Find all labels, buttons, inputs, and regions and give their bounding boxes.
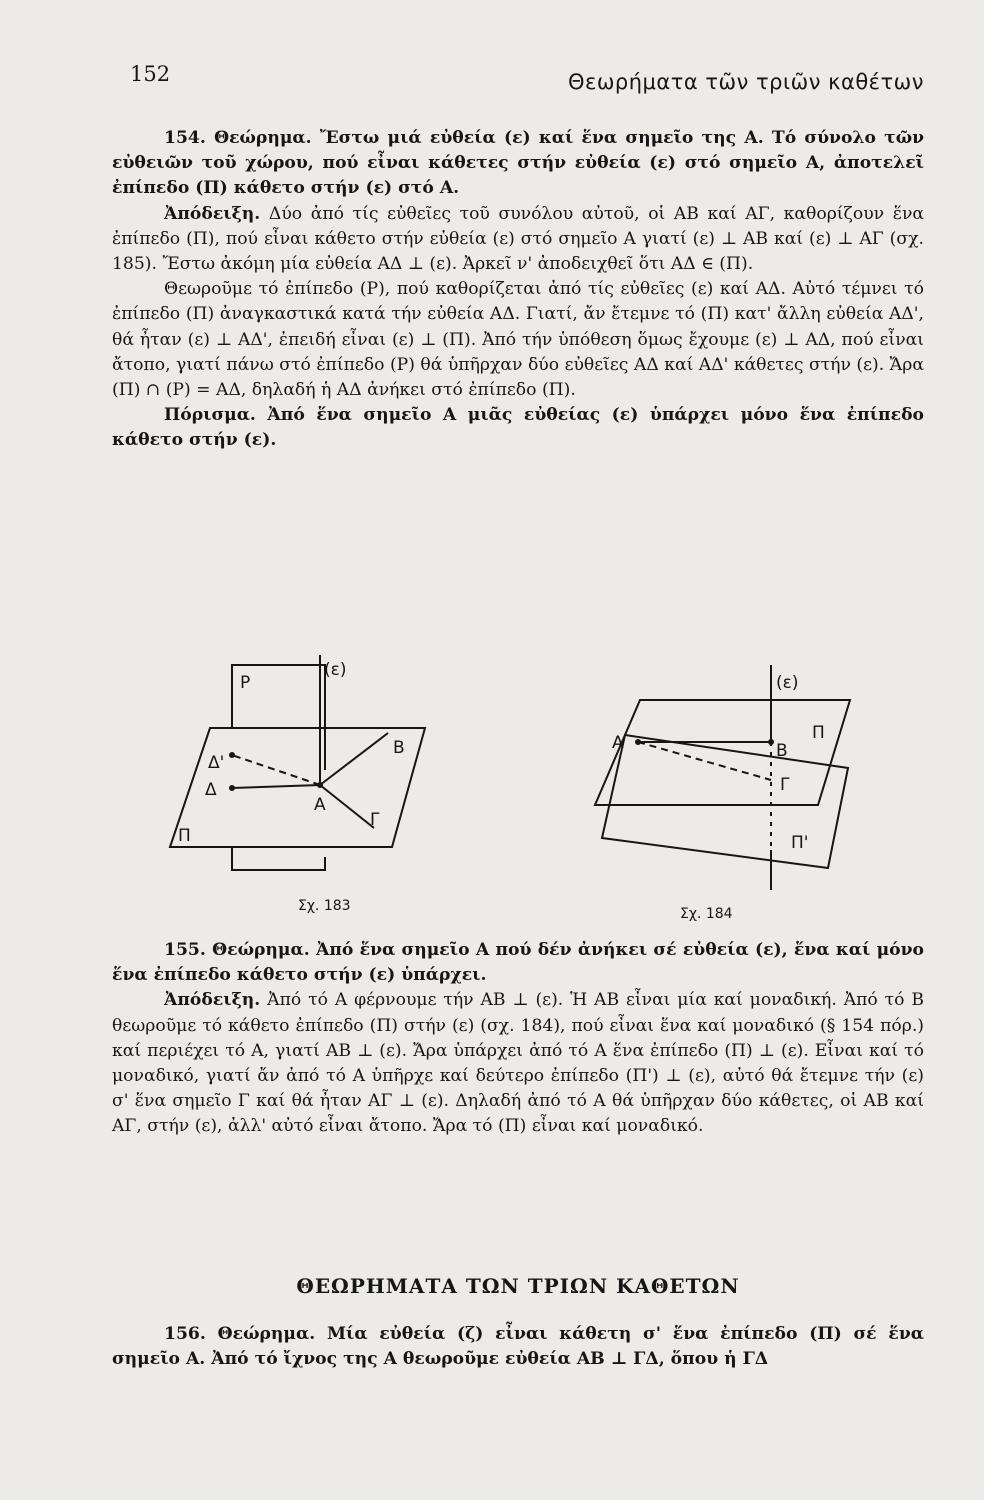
label-point-g: Γ: [370, 810, 380, 830]
theorem-155-text: Ἀπό ἕνα σημεῖο Α πού δέν ἀνήκει σέ εὐθεία (ε), ἕνα καί μόνο ἕνα ἐπίπεδο κάθετο στήν (ε) ὑπάρχει.: [112, 940, 925, 986]
point-a: [317, 782, 323, 788]
plane-pi-prime-outline: [602, 735, 848, 868]
figure-184: [590, 650, 860, 900]
theorem-155-proof-text: Ἀπό τό Α φέρνουμε τήν ΑΒ ⊥ (ε). Ἡ ΑΒ εἶναι μία καί μοναδική. Ἀπό τό Β θεωροῦμε τό κάθετο ἐπίπεδο (Π) στήν (ε) (σχ. 184), πού εἶναι ἕνα καί μοναδικό (§ 154 πόρ.) καί περιέχει τό Α, γιατί ΑΒ ⊥ (ε). Ἄρα ὑπάρχει ἀπό τό Α ἕνα ἐπίπεδο (Π) ⊥ (ε). Εἶναι καί τό μοναδικό, γιατί ἄν ἀπό τό Α ὑπῆρχε καί δεύτερο ἐπίπεδο (Π') ⊥ (ε), αὐτό θά ἔτεμνε τήν (ε) σ' ἕνα σημεῖο Γ καί θά ἦταν ΑΓ ⊥ (ε). Δηλαδή ἀπό τό Α θά ὑπῆρχαν δύο κάθετες, οἱ ΑΒ καί ΑΓ, στήν (ε), ἀλλ' αὐτό εἶναι ἄτοπο. Ἄρα τό (Π) εἶναι καί μοναδικό.: [112, 990, 925, 1137]
label-plane-pi: Π: [812, 723, 825, 743]
label-plane-p: Ρ: [240, 673, 251, 693]
theorem-154-text: Ἔστω μιά εὐθεία (ε) καί ἕνα σημεῖο της Α. Τό σύνολο τῶν εὐθειῶν τοῦ χώρου, πού εἶναι κάθετες στήν εὐθεία (ε) στό σημεῖο Α, ἀποτελεῖ ἐπίπεδο (Π) κάθετο στήν (ε) στό Α.: [112, 128, 925, 199]
point-a: [635, 739, 641, 745]
theorem-154-number: 154.: [164, 128, 206, 148]
segment-ad-prime: [232, 755, 320, 785]
figure-183-caption: Σχ. 183: [298, 898, 351, 914]
theorem-155-proof-label: Ἀπόδειξη.: [164, 990, 261, 1011]
label-line-e: (ε): [776, 673, 799, 693]
corollary-text: Ἀπό ἕνα σημεῖο Α μιᾶς εὐθείας (ε) ὑπάρχει μόνο ἕνα ἐπίπεδο κάθετο στήν (ε).: [112, 405, 924, 451]
label-point-a: Α: [612, 733, 624, 753]
theorem-155-statement: [112, 938, 924, 988]
theorem-156-statement: [112, 1322, 924, 1372]
theorem-154-block: [112, 126, 924, 454]
theorem-155-number: 155.: [164, 940, 206, 960]
theorem-154-proof-text: Δύο ἀπό τίς εὐθεῖες τοῦ συνόλου αὐτοῦ, οἱ ΑΒ καί ΑΓ, καθορίζουν ἕνα ἐπίπεδο (Π), πού εἶναι κάθετο στήν εὐθεία (ε) στό σημεῖο Α γιατί (ε) ⊥ ΑΒ καί (ε) ⊥ ΑΓ (σχ. 185). Ἔστω ἀκόμη μία εὐθεία ΑΔ ⊥ (ε). Ἀρκεῖ ν' ἀποδειχθεῖ ὅτι ΑΔ ∈ (Π).: [112, 203, 925, 275]
label-line-e: (ε): [324, 660, 347, 680]
theorem-156-label: Θεώρημα.: [217, 1324, 316, 1344]
label-point-b: Β: [776, 741, 788, 761]
point-d: [229, 785, 235, 791]
theorem-154-proof-label: Ἀπόδειξη.: [164, 203, 261, 224]
theorem-155-proof: [112, 988, 924, 1139]
segment-ab: [320, 733, 388, 785]
figure-184-caption: Σχ. 184: [680, 906, 733, 922]
running-title: Θεωρήματα τῶν τριῶν καθέτων: [567, 70, 924, 94]
label-point-d: Δ: [205, 780, 217, 800]
segment-ag: [320, 785, 374, 828]
label-point-d-prime: Δ': [208, 753, 225, 773]
theorem-156-number: 156.: [164, 1324, 206, 1344]
theorem-156-block: [112, 1322, 924, 1372]
label-plane-pi: Π: [178, 826, 191, 846]
label-point-a: Α: [314, 795, 326, 815]
plane-p-lower: [232, 847, 325, 870]
page-number: 152: [130, 62, 171, 86]
theorem-156-text: Μία εὐθεία (ζ) εἶναι κάθετη σ' ἕνα ἐπίπεδο (Π) σέ ἕνα σημεῖο Α. Ἀπό τό ἴχνος της Α θεωροῦμε εὐθεία ΑΒ ⊥ ΓΔ, ὅπου ἡ ΓΔ: [112, 1324, 925, 1370]
segment-ad: [232, 785, 320, 788]
theorem-155-block: [112, 938, 924, 1140]
plane-pi-outline: [595, 700, 850, 805]
label-point-b: Β: [393, 738, 405, 758]
corollary-label: Πόρισμα.: [164, 405, 256, 426]
theorem-154-label: Θεώρημα.: [214, 128, 312, 148]
theorem-155-label: Θεώρημα.: [212, 940, 310, 960]
point-b: [768, 739, 774, 745]
point-d-prime: [229, 752, 235, 758]
theorem-154-statement: [112, 126, 924, 202]
figure-183: [160, 655, 430, 885]
section-heading: ΘΕΩΡΗΜΑΤΑ ΤΩΝ ΤΡΙΩΝ ΚΑΘΕΤΩΝ: [296, 1274, 740, 1298]
label-plane-pi-prime: Π': [791, 833, 809, 853]
theorem-154-proof: [112, 202, 924, 278]
theorem-154-corollary: [112, 403, 924, 453]
label-point-g: Γ: [780, 775, 790, 795]
theorem-154-paragraph-2: Θεωροῦμε τό ἐπίπεδο (Ρ), πού καθορίζεται ἀπό τίς εὐθεῖες (ε) καί ΑΔ. Αὐτό τέμνει τό ἐπίπεδο (Π) ἀναγκαστικά κατά τήν εὐθεία ΑΔ. Γιατί, ἄν ἔτεμνε τό (Π) κατ' ἄλλη εὐθεία ΑΔ', θά ἦταν (ε) ⊥ ΑΔ', ἐπειδή εἶναι (ε) ⊥ (Π). Ἀπό τήν ὑπόθεση ὅμως ἔχουμε (ε) ⊥ ΑΔ, πού εἶναι ἄτοπο, γιατί πάνω στό ἐπίπεδο (Ρ) θά ὑπῆρχαν δύο εὐθεῖες ΑΔ καί ΑΔ' κάθετες στήν (ε). Ἄρα (Π) ∩ (Ρ) = ΑΔ, δηλαδή ἡ ΑΔ ἀνήκει στό ἐπίπεδο (Π).: [112, 279, 924, 401]
